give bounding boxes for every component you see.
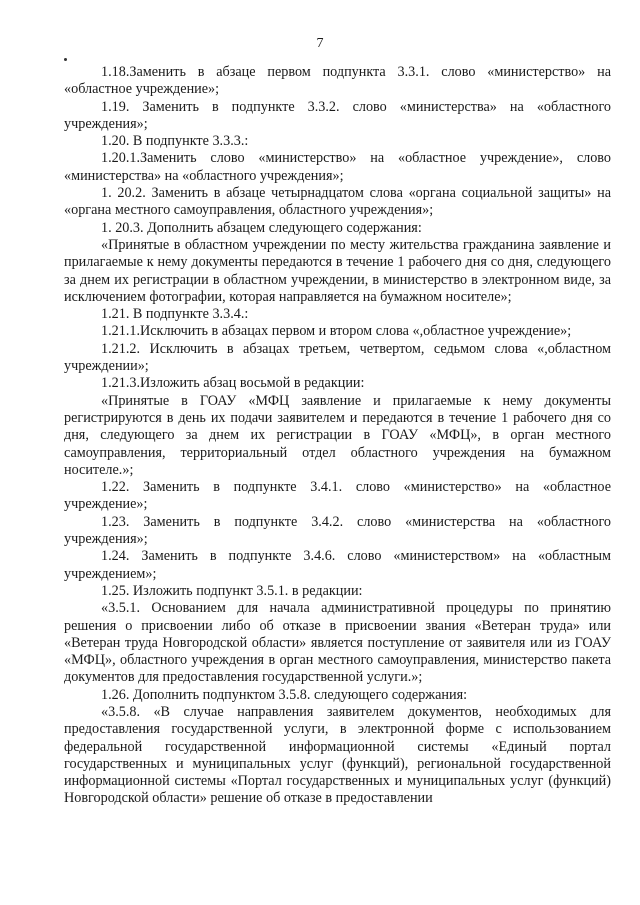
paragraph-1-21: 1.21. В подпункте 3.3.4.: [101, 306, 249, 323]
stray-dot-mark [64, 58, 67, 61]
paragraph-1-21-1: 1.21.1.Исключить в абзацах первом и втором слова «,областное учреждение»; [101, 323, 572, 340]
paragraph-quote-3-5-8: «3.5.8. «В случае направления заявителем документов, необходимых для предоставления государственной услуги, в электронной форме с использованием федеральной государственной информационной системы «Единый портал государственных и муниципальных услуг (функций), региональной государственной информационной системы «Портал государственных и муниципальных услуг (функций) Новгородской области» решение об отказе в предоставлении [64, 703, 611, 807]
paragraph-1-20-3: 1. 20.3. Дополнить абзацем следующего содержания: [101, 219, 422, 236]
paragraph-1-25: 1.25. Изложить подпункт 3.5.1. в редакции: [101, 582, 363, 599]
paragraph-1-18: 1.18.Заменить в абзаце первом подпункта 3.3.1. слово «министерство» на «областное учреждение»; [64, 64, 611, 98]
paragraph-quote-1: «Принятые в областном учреждении по месту жительства гражданина заявление и прилагаемые к нему документы передаются в течение 1 рабочего дня со дня, следующего за днем их регистрации в областном учреждении, в министерство в электронном виде, за исключением фотографии, которая направляется на бумажном носителе»; [64, 236, 611, 305]
paragraph-1-24: 1.24. Заменить в подпункте 3.4.6. слово «министерством» на «областным учреждением»; [64, 548, 611, 582]
paragraph-1-23: 1.23. Заменить в подпункте 3.4.2. слово «министерства на «областного учреждения»; [64, 513, 611, 548]
paragraph-1-26: 1.26. Дополнить подпунктом 3.5.8. следующего содержания: [101, 686, 468, 703]
paragraph-1-20-2: 1. 20.2. Заменить в абзаце четырнадцатом слова «органа социальной защиты» на «органа местного самоуправления, областного учреждения»; [64, 185, 611, 219]
paragraph-quote-3-5-1: «3.5.1. Основанием для начала административной процедуры по принятию решения о присвоении либо об отказе в присвоении звания «Ветеран труда» или «Ветеран труда Новгородской области» является поступление от заявителя или из ГОАУ «МФЦ», областного учреждения в орган местного самоуправления, министерство пакета документов для предоставления государственной услуги.»; [64, 600, 611, 686]
paragraph-quote-2: «Принятые в ГОАУ «МФЦ заявление и прилагаемые к нему документы регистрируются в день их подачи заявителем и передаются в течение 1 рабочего дня со дня, следующего за днем их регистрации в ГОАУ «МФЦ», в орган местного самоуправления, территориальный отдел областного учреждения на бумажном носителе.»; [64, 392, 611, 478]
paragraph-1-19: 1.19. Заменить в подпункте 3.3.2. слово «министерства» на «областного учреждения»; [64, 98, 611, 132]
paragraph-1-21-3: 1.21.3.Изложить абзац восьмой в редакции: [101, 375, 365, 392]
paragraph-1-21-2: 1.21.2. Исключить в абзацах третьем, четвертом, седьмом слова «,областном учреждении»; [64, 340, 611, 375]
document-body [64, 64, 611, 808]
page-number: 7 [316, 36, 324, 51]
paragraph-1-20-1: 1.20.1.Заменить слово «министерство» на «областное учреждение», слово «министерства» на «областного учреждения»; [64, 150, 611, 184]
paragraph-1-20: 1.20. В подпункте 3.3.3.: [101, 133, 249, 150]
paragraph-1-22: 1.22. Заменить в подпункте 3.4.1. слово «министерство» на «областное учреждение»; [64, 479, 611, 513]
